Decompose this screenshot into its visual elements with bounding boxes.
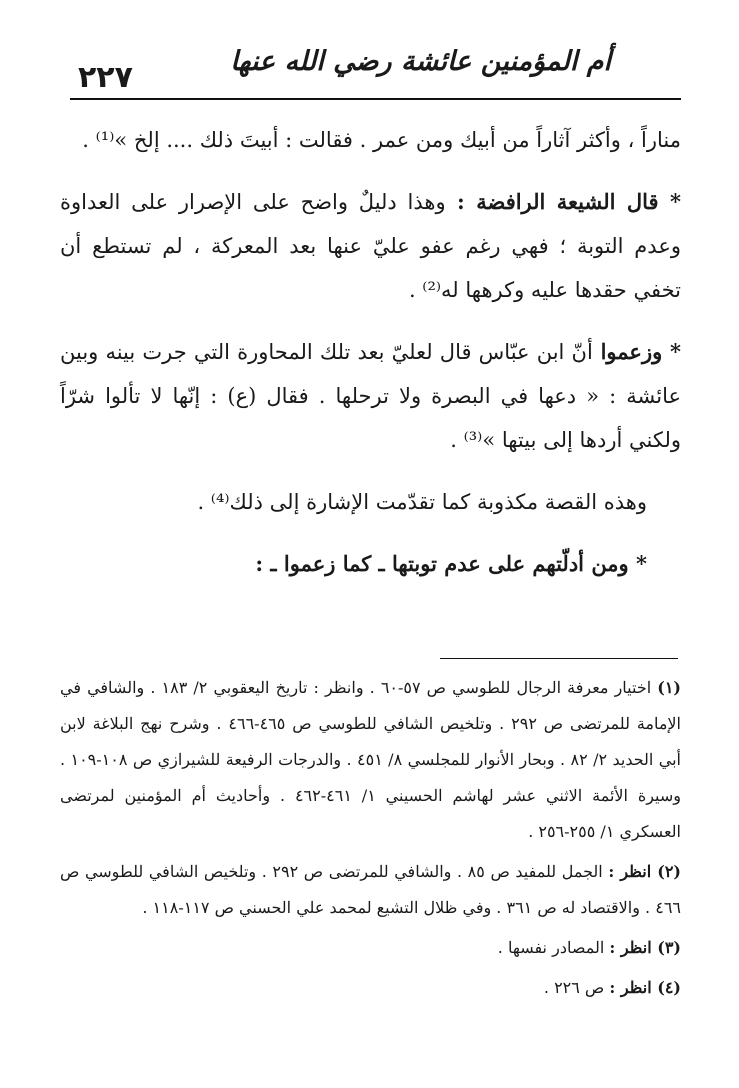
footnote-text: الجمل للمفيد ص ٨٥ . والشافي للمرتضى ص ٢٩٢ . وتلخيص الشافي للطوسي ص ٤٦٦ . والاقتصاد له ص ٣٦١ . وفي ظلال التشيع لمحمد علي الحسني ص ١١٧-١١٨ . [60, 862, 681, 917]
page-number: ٢٢٧ [78, 60, 133, 95]
footnote [60, 970, 681, 1006]
star-bullet: * [628, 551, 647, 576]
paragraph [60, 118, 681, 162]
paragraph-lead: قال الشيعة الرافضة : [445, 189, 659, 214]
footnote-separator [440, 658, 678, 659]
footnote [60, 930, 681, 966]
main-text [60, 118, 681, 604]
page-header [70, 40, 681, 100]
paragraph [60, 480, 681, 524]
footnote [60, 670, 681, 850]
footnote [60, 854, 681, 926]
paragraph [60, 180, 681, 312]
paragraph-text: مناراً ، وأكثر آثاراً من أبيك ومن عمر . فقالت : أبيتَ ذلك .... إلخ »⁽¹⁾ . [82, 128, 681, 152]
footnote-marker: (٢) انظر : [608, 862, 681, 881]
star-bullet: * [658, 189, 682, 214]
paragraph-lead: ومن أدلّتهم على عدم توبتها ـ كما زعموا ـ : [255, 551, 629, 576]
paragraph-lead: وزعموا [592, 339, 663, 364]
paragraph-text: وهذه القصة مكذوبة كما تقدّمت الإشارة إلى ذلك⁽⁴⁾ . [197, 490, 647, 514]
footnote-text: اختيار معرفة الرجال للطوسي ص ٥٧-٦٠ . وانظر : تاريخ اليعقوبي ٢/ ١٨٣ . والشافي في الإمامة للمرتضى ص ٢٩٢ . وتلخيص الشافي للطوسي ص ٤٦٥-٤٦٦ . وشرح نهج البلاغة لابن أبي الحديد ٢/ ٨٢ . وبحار الأنوار للمجلسي ٨/ ٤٥١ . والدرجات الرفيعة للشيرازي ص ١٠٨-١٠٩ . وسيرة الأئمة الاثني عشر لهاشم الحسيني ١/ ٤٦١-٤٦٢ . وأحاديث أم المؤمنين لمرتضى العسكري ١/ ٢٥٥-٢٥٦ . [60, 678, 682, 841]
footnote-marker: (١) [657, 678, 681, 697]
running-title: أم المؤمنين عائشة رضي الله عنها [230, 46, 611, 77]
paragraph-text: وهذا دليلٌ واضح على الإصرار على العداوة وعدم التوبة ؛ فهي رغم عفو عليّ عنها بعد المعركة ، لم تستطع أن تخفي حقدها عليه وكرهها له⁽²⁾ . [60, 190, 681, 302]
star-bullet: * [662, 339, 682, 364]
paragraph [60, 542, 681, 586]
paragraph-text: أنّ ابن عبّاس قال لعليّ بعد تلك المحاورة التي جرت بينه وبين عائشة : « دعها في البصرة ولا ترحلها . فقال (ع) : إنّها لا تألوا شرّاً ولكني أردها إلى بيتها »⁽³⁾ . [60, 340, 681, 452]
footnote-marker: (٤) انظر : [609, 978, 681, 997]
footnote-marker: (٣) انظر : [609, 938, 681, 957]
footnote-text: المصادر نفسها . [497, 938, 610, 957]
footnotes [60, 670, 681, 1010]
paragraph [60, 330, 681, 462]
footnote-text: ص ٢٢٦ . [543, 978, 610, 997]
